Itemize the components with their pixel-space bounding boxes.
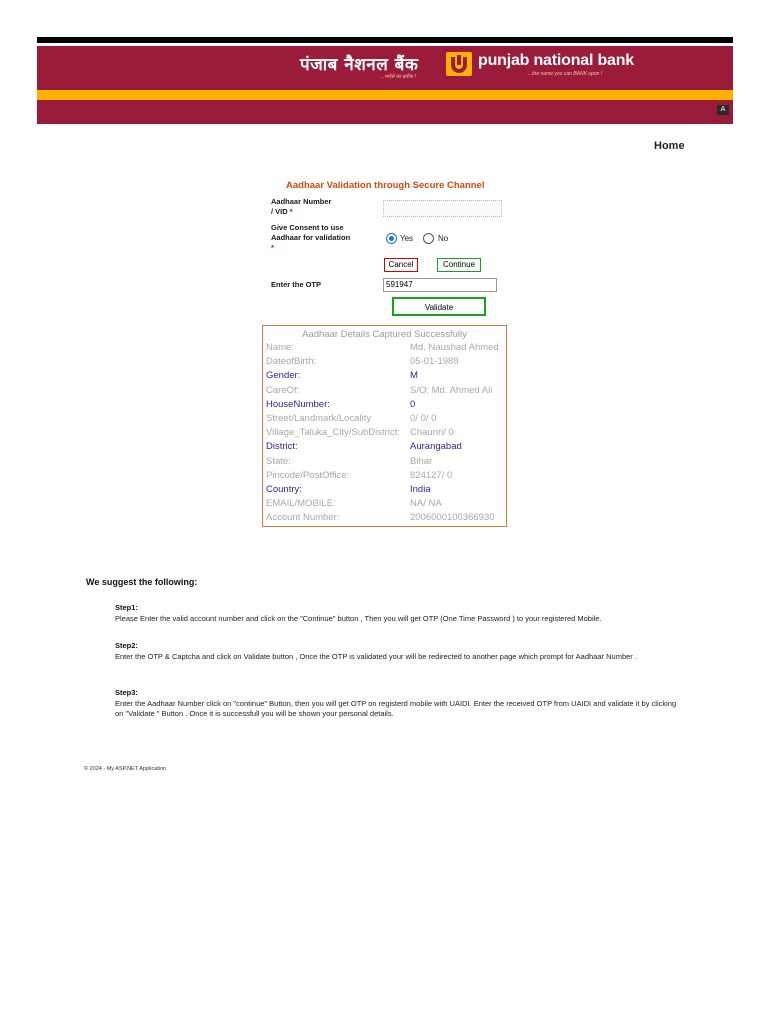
bank-tagline-hindi: ...भरोसे का प्रतीक ! [380, 74, 416, 80]
detail-value: NA/ NA [410, 498, 442, 510]
step2-text: Enter the OTP & Captcha and click on Validate button , Once the OTP is validated your will be redirected to another page which prompt for Aadhaar Number . [115, 652, 637, 661]
detail-value: 0 [410, 398, 416, 410]
required-mark: * [289, 207, 293, 216]
detail-value: 824127/ 0 [410, 469, 453, 481]
bank-name-hindi: पंजाब नैशनल बैंक [300, 55, 419, 75]
step2-title: Step2: [115, 641, 138, 650]
detail-label: Pincode/PostOffice: [266, 469, 350, 481]
required-mark: * [271, 243, 274, 252]
detail-row [266, 498, 506, 511]
detail-row [266, 484, 506, 497]
suggestions-heading: We suggest the following: [86, 577, 198, 587]
detail-label: EMAIL/MOBILE: [266, 498, 336, 510]
consent-label: Give Consent to use Aadhaar for validation * [271, 223, 351, 252]
header-nav-band [37, 100, 733, 124]
consent-no-radio[interactable] [423, 233, 434, 244]
detail-label: Country: [266, 484, 302, 495]
detail-label: DateofBirth: [266, 356, 317, 368]
step2-mark: . [634, 652, 637, 661]
footer-copyright: © 2024 - My ASP.NET Application [84, 766, 167, 772]
consent-yes-radio[interactable] [386, 233, 397, 244]
detail-row [266, 512, 506, 525]
header-accent-band [37, 90, 733, 100]
detail-label: District: [266, 441, 298, 453]
detail-value: S/O: Md. Ahmed Ali [410, 384, 493, 396]
detail-value: Md. Naushad Ahmed [410, 342, 499, 353]
detail-row [266, 356, 506, 369]
detail-row [266, 370, 506, 383]
detail-value: Aurangabad [410, 441, 462, 453]
detail-row [266, 342, 506, 355]
validate-button[interactable]: Validate [392, 297, 486, 316]
detail-label: Name: [266, 342, 294, 353]
form-title: Aadhaar Validation through Secure Channel [286, 180, 485, 191]
consent-yes-label[interactable]: Yes [400, 234, 414, 243]
detail-value: Bihar [410, 455, 433, 467]
aadhaar-details-panel [262, 325, 507, 527]
pnb-logo-icon [446, 52, 472, 76]
detail-value: 0/ 0/ 0 [410, 413, 437, 424]
aadhaar-label: Aadhaar Number / VID * [271, 197, 332, 216]
detail-value: M [410, 370, 418, 382]
otp-label: Enter the OTP [271, 280, 322, 289]
detail-label: Village_Taluka_City/SubDistrict: [266, 427, 400, 439]
detail-row [266, 456, 506, 469]
step3-text: Enter the Aadhaar Number click on "continue" Button, then you will get OTP on registerd mobile with UAIDI. Enter the received OTP from UAIDI and validate it by clicking on "Validate " Button . Once it is successfull you will be shown your personal details. [115, 699, 677, 718]
detail-label: HouseNumber: [266, 398, 330, 410]
aadhaar-number-input[interactable] [383, 200, 502, 217]
detail-value: India [410, 484, 431, 495]
accessibility-button[interactable]: A [717, 105, 729, 115]
detail-row [266, 399, 506, 412]
detail-label: Street/Landmark/Locality [266, 413, 372, 424]
detail-row [266, 413, 506, 426]
detail-value: 05-01-1989 [410, 356, 459, 368]
bank-tagline-english: ...the name you can BANK upon ! [528, 71, 603, 77]
continue-button[interactable]: Continue [437, 258, 481, 272]
detail-row [266, 470, 506, 483]
details-title: Aadhaar Details Captured Successfully [302, 329, 467, 340]
nav-home-link[interactable]: Home [654, 140, 685, 152]
detail-label: State: [266, 455, 291, 467]
consent-no-label[interactable]: No [438, 234, 449, 243]
detail-row [266, 441, 506, 454]
bank-name-english: punjab national bank [478, 52, 635, 69]
detail-row [266, 427, 506, 440]
otp-input[interactable]: 591947 [383, 278, 497, 292]
step1-title: Step1: [115, 603, 138, 612]
top-border [37, 37, 733, 43]
detail-value: 2006000100366930 [410, 512, 495, 524]
detail-row [266, 385, 506, 398]
detail-label: Gender: [266, 370, 301, 382]
cancel-button[interactable]: Cancel [384, 258, 418, 272]
detail-label: Account Number: [266, 512, 340, 524]
step3-title: Step3: [115, 688, 138, 697]
detail-value: Chaunri/ 0 [410, 427, 454, 439]
step1-text: Please Enter the valid account number and click on the "Continue" button , Then you will get OTP (One Time Password ) to your registered Mobile. [115, 614, 602, 623]
detail-label: CareOf: [266, 384, 300, 396]
